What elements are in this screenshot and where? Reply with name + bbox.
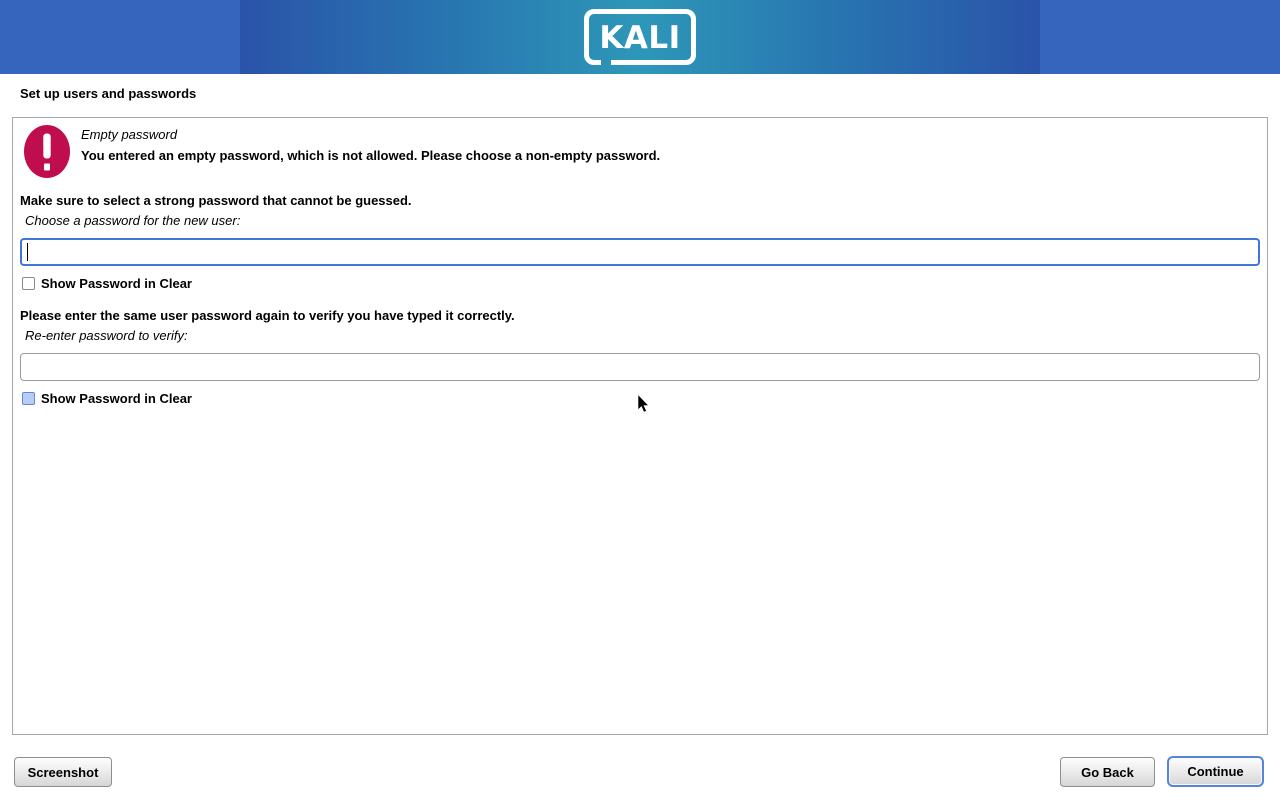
show-password-checkbox[interactable] <box>22 277 35 290</box>
screenshot-button[interactable]: Screenshot <box>14 757 112 787</box>
alert-title: Empty password <box>81 127 178 142</box>
continue-button[interactable]: Continue <box>1167 756 1264 787</box>
main-panel <box>12 117 1268 735</box>
show-password-checkbox-label[interactable]: Show Password in Clear <box>41 276 192 291</box>
page-title: Set up users and passwords <box>20 86 197 101</box>
password-section-heading: Make sure to select a strong password that cannot be guessed. <box>20 193 412 208</box>
show-verify-password-checkbox-label[interactable]: Show Password in Clear <box>41 391 192 406</box>
password-field-label: Choose a password for the new user: <box>25 213 241 228</box>
go-back-button[interactable]: Go Back <box>1060 757 1155 787</box>
verify-password-input[interactable] <box>20 353 1260 381</box>
alert-message: You entered an empty password, which is not allowed. Please choose a non-empty password. <box>81 148 661 163</box>
mouse-cursor-icon <box>637 394 650 414</box>
kali-logo-icon <box>584 9 696 65</box>
text-caret <box>27 243 28 261</box>
verify-field-label: Re-enter password to verify: <box>25 328 188 343</box>
error-exclamation-icon <box>24 125 70 178</box>
installer-banner <box>0 0 1280 74</box>
show-verify-password-checkbox[interactable] <box>22 392 35 405</box>
password-input[interactable] <box>20 238 1260 266</box>
kali-logo-text: KALI <box>599 20 681 56</box>
verify-section-heading: Please enter the same user password again to verify you have typed it correctly. <box>20 308 515 323</box>
